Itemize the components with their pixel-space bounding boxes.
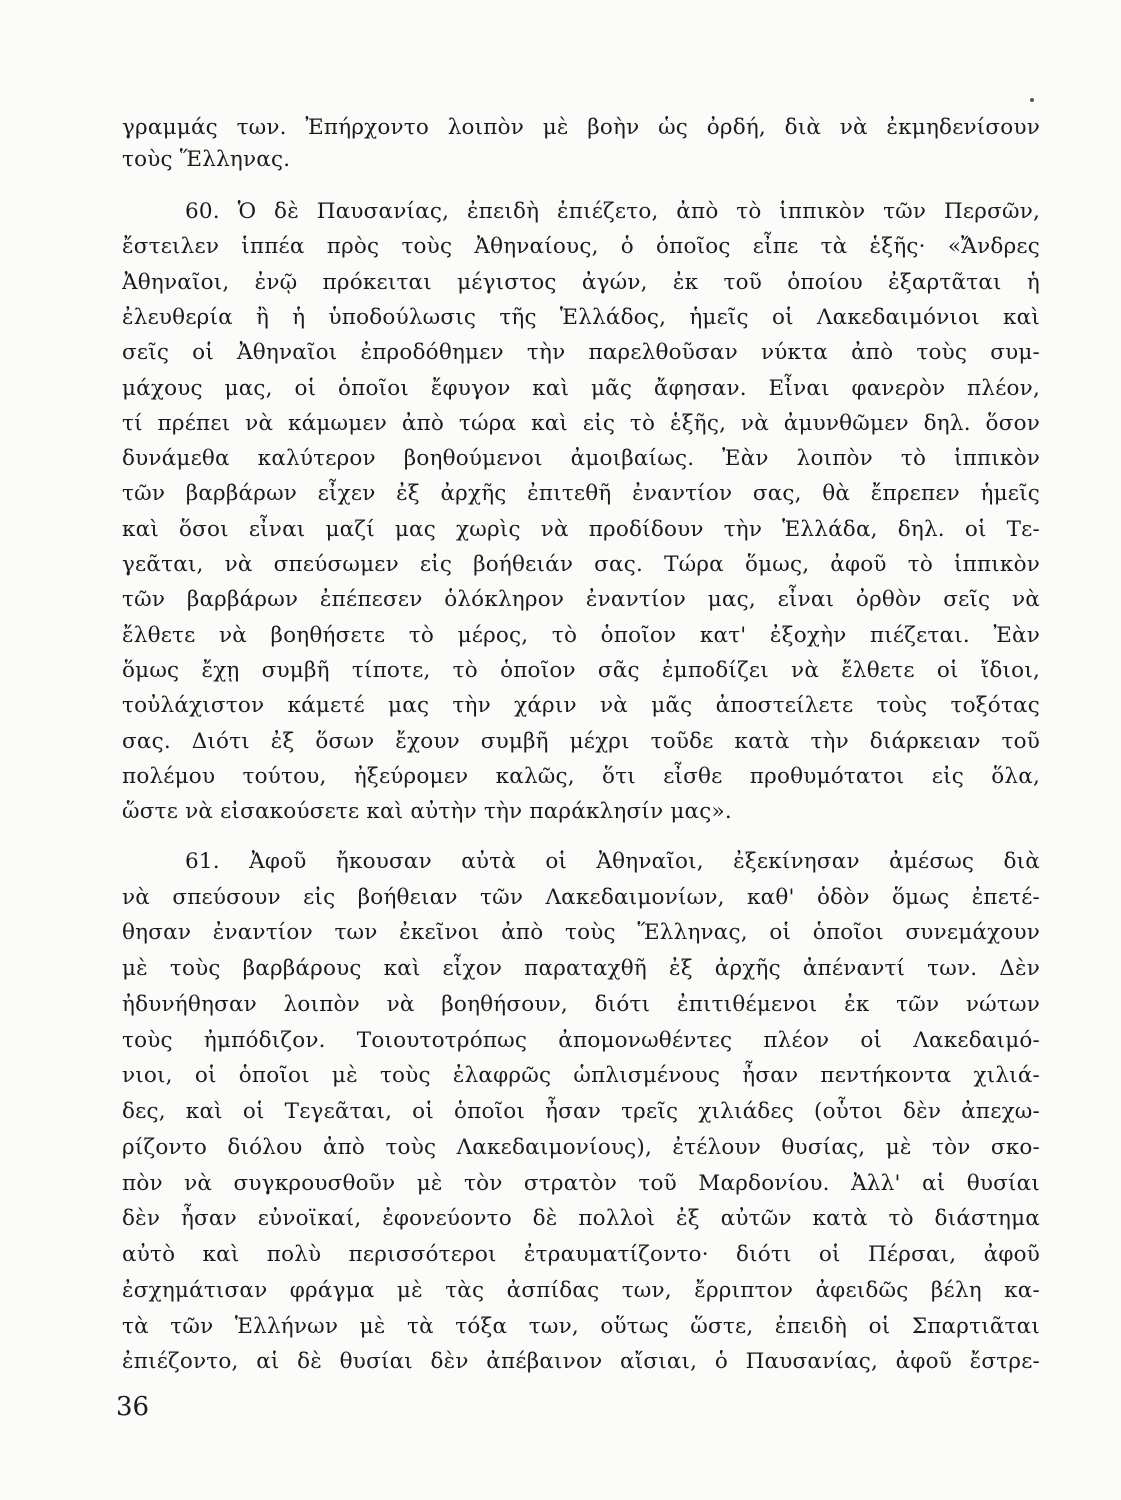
text-line: γεᾶται, νὰ σπεύσωμεν εἰς βοήθειάν σας. Τώρα ὅμως, ἀφοῦ τὸ ἱππικὸν [122,552,1040,577]
text-line: ἐπιέζοντο, αἱ δὲ θυσίαι δὲν ἀπέβαινον αἴσιαι, ὁ Παυσανίας, ἀφοῦ ἔστρε- [122,1349,1040,1374]
text-line: τοὺς ἠμπόδιζον. Τοιουτοτρόπως ἀπομονωθέντες πλέον οἱ Λακεδαιμό- [122,1028,1040,1053]
text-line: τί πρέπει νὰ κάμωμεν ἀπὸ τώρα καὶ εἰς τὸ ἑξῆς, νὰ ἀμυνθῶμεν δηλ. ὅσον [122,411,1040,436]
text-line: νιοι, οἱ ὁποῖοι μὲ τοὺς ἐλαφρῶς ὡπλισμένους ἦσαν πεντήκοντα χιλιά- [122,1063,1040,1088]
text-line: τῶν βαρβάρων ἐπέπεσεν ὁλόκληρον ἐναντίον μας, εἶναι ὀρθὸν σεῖς νὰ [122,587,1040,612]
text-line: σας. Διότι ἐξ ὅσων ἔχουν συμβῆ μέχρι τοῦδε κατὰ τὴν διάρκειαν τοῦ [122,729,1040,754]
text-line: ἠδυνήθησαν λοιπὸν νὰ βοηθήσουν, διότι ἐπιτιθέμενοι ἐκ τῶν νώτων [122,992,1040,1017]
paragraph-61-start: 61. Ἀφοῦ ἤκουσαν αὐτὰ οἱ Ἀθηναῖοι, ἐξεκίνησαν ἀμέσως διὰ [185,849,1040,874]
text-line: ὅμως ἔχῃ συμβῆ τίποτε, τὸ ὁποῖον σᾶς ἐμποδίζει νὰ ἔλθετε οἱ ἴδιοι, [122,658,1040,683]
text-line: Ἀθηναῖοι, ἐνῷ πρόκειται μέγιστος ἀγών, ἐκ τοῦ ὁποίου ἐξαρτᾶται ἡ [122,270,1040,295]
text-line: αὐτὸ καὶ πολὺ περισσότεροι ἐτραυματίζοντο· διότι οἱ Πέρσαι, ἀφοῦ [122,1242,1040,1267]
text-line: δυνάμεθα καλύτερον βοηθούμενοι ἀμοιβαίως. Ἐὰν λοιπὸν τὸ ἱππικὸν [122,446,1040,471]
text-line: νὰ σπεύσουν εἰς βοήθειαν τῶν Λακεδαιμονίων, καθ' ὁδὸν ὅμως ἐπετέ- [122,885,1040,910]
text-line: γραμμάς των. Ἐπήρχοντο λοιπὸν μὲ βοὴν ὡς ὀρδή, διὰ νὰ ἐκμηδενίσουν [122,115,1040,140]
text-line: πολέμου τούτου, ἠξεύρομεν καλῶς, ὅτι εἶσθε προθυμότατοι εἰς ὅλα, [122,764,1040,789]
text-line: ἐσχημάτισαν φράγμα μὲ τὰς ἀσπίδας των, ἔρριπτον ἀφειδῶς βέλη κα- [122,1278,1040,1303]
text-line: τὰ τῶν Ἑλλήνων μὲ τὰ τόξα των, οὕτως ὥστε, ἐπειδὴ οἱ Σπαρτιᾶται [122,1314,1040,1339]
text-line: σεῖς οἱ Ἀθηναῖοι ἐπροδόθημεν τὴν παρελθοῦσαν νύκτα ἀπὸ τοὺς συμ- [122,340,1040,365]
text-line: τοὐλάχιστον κάμετέ μας τὴν χάριν νὰ μᾶς ἀποστείλετε τοὺς τοξότας [122,693,1040,718]
scan-speck [1030,98,1034,102]
page-number: 36 [116,1392,150,1422]
text-line: δὲν ἦσαν εὐνοϊκαί, ἐφονεύοντο δὲ πολλοὶ ἐξ αὐτῶν κατὰ τὸ διάστημα [122,1206,1040,1231]
text-line: θησαν ἐναντίον των ἐκεῖνοι ἀπὸ τοὺς Ἕλληνας, οἱ ὁποῖοι συνεμάχουν [122,920,1040,945]
text-line: πὸν νὰ συγκρουσθοῦν μὲ τὸν στρατὸν τοῦ Μαρδονίου. Ἀλλ' αἱ θυσίαι [122,1171,1040,1196]
text-line: ὥστε νὰ εἰσακούσετε καὶ αὐτὴν τὴν παράκλησίν μας». [122,799,732,824]
text-line: καὶ ὅσοι εἶναι μαζί μας χωρὶς νὰ προδίδουν τὴν Ἑλλάδα, δηλ. οἱ Τε- [122,517,1040,542]
text-line: ρίζοντο διόλου ἀπὸ τοὺς Λακεδαιμονίους), ἐτέλουν θυσίας, μὲ τὸν σκο- [122,1135,1040,1160]
text-line: μάχους μας, οἱ ὁποῖοι ἔφυγον καὶ μᾶς ἄφησαν. Εἶναι φανερὸν πλέον, [122,376,1040,401]
text-line: δες, καὶ οἱ Τεγεᾶται, οἱ ὁποῖοι ἦσαν τρεῖς χιλιάδες (οὗτοι δὲν ἀπεχω- [122,1099,1040,1124]
text-line: μὲ τοὺς βαρβάρους καὶ εἶχον παραταχθῆ ἐξ ἀρχῆς ἀπέναντί των. Δὲν [122,956,1040,981]
paragraph-60-start: 60. Ὁ δὲ Παυσανίας, ἐπειδὴ ἐπιέζετο, ἀπὸ τὸ ἱππικὸν τῶν Περσῶν, [185,199,1040,224]
text-line: ἔλθετε νὰ βοηθήσετε τὸ μέρος, τὸ ὁποῖον κατ' ἐξοχὴν πιέζεται. Ἐὰν [122,623,1040,648]
text-line: τοὺς Ἕλληνας. [122,147,291,172]
text-line: ἔστειλεν ἱππέα πρὸς τοὺς Ἀθηναίους, ὁ ὁποῖος εἶπε τὰ ἑξῆς· «Ἄνδρες [122,234,1040,259]
text-line: τῶν βαρβάρων εἶχεν ἐξ ἀρχῆς ἐπιτεθῆ ἐναντίον σας, θὰ ἔπρεπεν ἡμεῖς [122,481,1040,506]
text-line: ἐλευθερία ἢ ἡ ὑποδούλωσις τῆς Ἑλλάδος, ἡμεῖς οἱ Λακεδαιμόνιοι καὶ [122,305,1040,330]
